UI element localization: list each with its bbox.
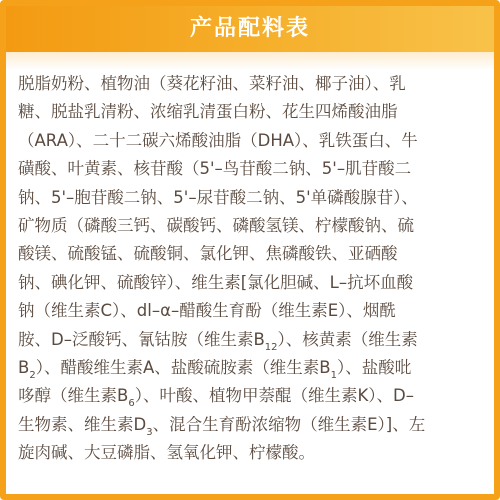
ingredient-line: 酸镁、硫酸锰、硫酸铜、氯化钾、焦磷酸铁、亚硒酸: [18, 244, 398, 264]
ingredient-line: 生物素、维生素$D_3$、混合生育酚浓缩物（维生素E）]、左: [18, 414, 426, 438]
ingredient-line: 胺、D–泛酸钙、氰钴胺（维生素$B_{12}$）、核黄素（维生素: [18, 329, 418, 353]
page-title: 产品配料表: [189, 16, 310, 41]
subscript: 1: [330, 369, 337, 381]
ingredient-line: $B_2$）、醋酸维生素A、盐酸硫胺素（维生素$B_1$）、盐酸吡: [18, 357, 412, 381]
ingredient-line: 哆醇（维生素$B_6$）、叶酸、植物甲萘醌（维生素K）、D–: [18, 386, 414, 410]
banner-shadow: [6, 52, 494, 70]
ingredient-list: [18, 70, 484, 467]
subscript: 2: [29, 369, 36, 381]
ingredient-line: 旋肉碱、大豆磷脂、氢氧化钾、柠檬酸。: [18, 443, 315, 463]
ingredient-line: （ARA）、二十二碳六烯酸油脂（DHA）、乳铁蛋白、牛: [18, 130, 418, 150]
ingredient-line: 钠、5'–胞苷酸二钠、5'–尿苷酸二钠、5'单磷酸腺苷）、: [18, 187, 418, 207]
ingredient-line: 钠、碘化钾、硫酸锌）、维生素[氯化胆碱、L–抗坏血酸: [18, 272, 414, 292]
ingredient-line: 磺酸、叶黄素、核苷酸（5'–鸟苷酸二钠、5'–肌苷酸二: [18, 159, 412, 179]
title-banner: [6, 6, 494, 52]
ingredient-line: 钠（维生素C）、dl–α–醋酸生育酚（维生素E）、烟酰: [18, 301, 396, 321]
ingredient-line: 矿物质（磷酸三钙、碳酸钙、磷酸氢镁、柠檬酸钠、硫: [18, 215, 414, 235]
ingredient-line: 脱脂奶粉、植物油（葵花籽油、菜籽油、椰子油）、乳: [18, 74, 406, 93]
ingredient-line: 糖、脱盐乳清粉、浓缩乳清蛋白粉、花生四烯酸油脂: [18, 102, 398, 122]
subscript: 3: [146, 426, 153, 438]
subscript: 12: [264, 341, 278, 353]
subscript: 6: [128, 398, 135, 410]
